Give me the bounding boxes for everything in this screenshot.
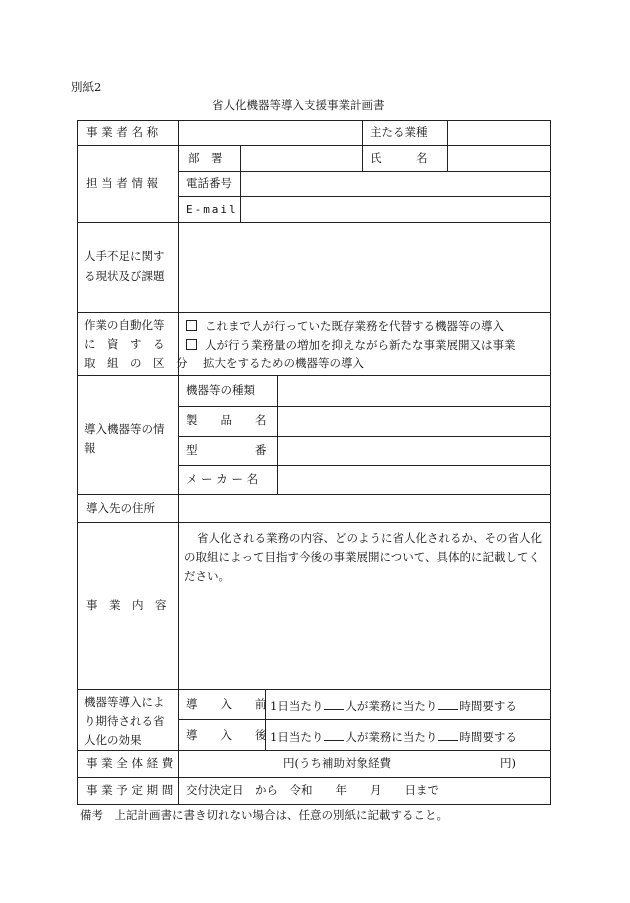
equipment-info-label-1: 導入機器等の情 — [84, 422, 165, 436]
install-address-field[interactable] — [180, 496, 549, 521]
after-label: 導 入 後 — [186, 728, 267, 742]
effect-label-1: 機器等導入によ — [84, 695, 165, 709]
before-label: 導 入 前 — [186, 697, 267, 711]
document-title: 省人化機器等導入支援事業計画書 — [212, 98, 385, 112]
business-name-field[interactable] — [180, 122, 360, 144]
automation-option-2-text: 人が行う業務量の増加を抑えながら新たな事業展開又は事業 — [205, 338, 516, 352]
main-industry-field[interactable] — [449, 122, 549, 144]
attachment-label: 別紙2 — [71, 80, 102, 94]
email-label: E-mail — [186, 203, 238, 216]
phone-field[interactable] — [242, 173, 549, 195]
automation-label-2: に 資 す る — [84, 337, 165, 351]
email-field[interactable] — [242, 198, 549, 221]
after-people-text: 人が業務に当たり — [345, 730, 438, 744]
schedule-label: 事 業 予 定 期 間 — [86, 783, 174, 797]
footnote: 備考 上記計画書に書き切れない場合は、任意の別紙に記載すること。 — [80, 808, 448, 822]
automation-option-1[interactable] — [186, 320, 504, 333]
business-content-instruction: 省人化される業務の内容、どのように省人化されるか、その省人化の取組によって目指す今後の事業展開について、具体的に記載してください。 — [184, 531, 542, 583]
automation-option-2[interactable] — [186, 339, 516, 352]
product-name-field[interactable] — [279, 408, 549, 435]
equipment-type-field[interactable] — [279, 377, 549, 405]
after-people-blank[interactable] — [324, 730, 344, 741]
effect-label-2: り期待される省 — [84, 714, 165, 728]
checkbox-option-1[interactable] — [186, 320, 197, 331]
before-people-blank[interactable] — [324, 699, 344, 710]
labor-shortage-label-2: る現状及び課題 — [84, 269, 165, 283]
person-name-field[interactable] — [449, 147, 549, 170]
before-hours-blank[interactable] — [438, 699, 458, 710]
labor-shortage-field[interactable] — [180, 224, 549, 311]
business-name-label: 事 業 者 名 称 — [86, 125, 159, 139]
automation-option-1-text: これまで人が行っていた既存業務を代替する機器等の導入 — [205, 319, 504, 333]
after-hours-blank[interactable] — [438, 730, 458, 741]
contact-info-label: 担 当 者 情 報 — [86, 176, 159, 190]
person-name-label: 氏 名 — [370, 151, 428, 165]
total-cost-label: 事 業 全 体 経 費 — [86, 756, 174, 770]
schedule-text: 交付決定日 から 令和 年 月 日まで — [186, 783, 439, 797]
automation-option-2-cont: 拡大をするための機器等の導入 — [203, 356, 364, 370]
checkbox-option-2[interactable] — [186, 339, 197, 350]
install-address-label: 導入先の住所 — [86, 501, 155, 515]
automation-label-1: 作業の自動化等 — [84, 318, 165, 332]
phone-label: 電話番号 — [186, 176, 232, 190]
before-per-day: 1日当たり — [270, 699, 324, 713]
after-hours-text: 時間要する — [459, 730, 517, 744]
model-number-label: 型 番 — [186, 443, 267, 457]
manufacturer-field[interactable] — [279, 467, 549, 493]
product-name-label: 製 品 名 — [186, 413, 267, 427]
equipment-info-label-2: 報 — [84, 441, 96, 455]
manufacturer-label: メ ー カ ー 名 — [186, 472, 259, 486]
model-number-field[interactable] — [279, 438, 549, 464]
cost-close: 円) — [500, 756, 516, 770]
labor-shortage-label-1: 人手不足に関す — [84, 249, 165, 263]
department-label: 部 署 — [188, 151, 223, 165]
automation-label-3: 取 組 の 区 分 — [84, 356, 188, 370]
equipment-type-label: 機器等の種類 — [186, 383, 255, 397]
business-content-field[interactable] — [180, 590, 549, 688]
department-field[interactable] — [242, 147, 360, 170]
total-cost-field[interactable] — [180, 752, 280, 776]
business-content-label: 事 業 内 容 — [86, 598, 167, 612]
before-hours-text: 時間要する — [459, 699, 517, 713]
after-effect-line — [270, 730, 517, 744]
before-effect-line — [270, 699, 517, 713]
cost-text: 円(うち補助対象経費 — [283, 756, 391, 770]
after-per-day: 1日当たり — [270, 730, 324, 744]
main-industry-label: 主たる業種 — [370, 125, 428, 139]
before-people-text: 人が業務に当たり — [345, 699, 438, 713]
effect-label-3: 人化の効果 — [84, 733, 142, 747]
